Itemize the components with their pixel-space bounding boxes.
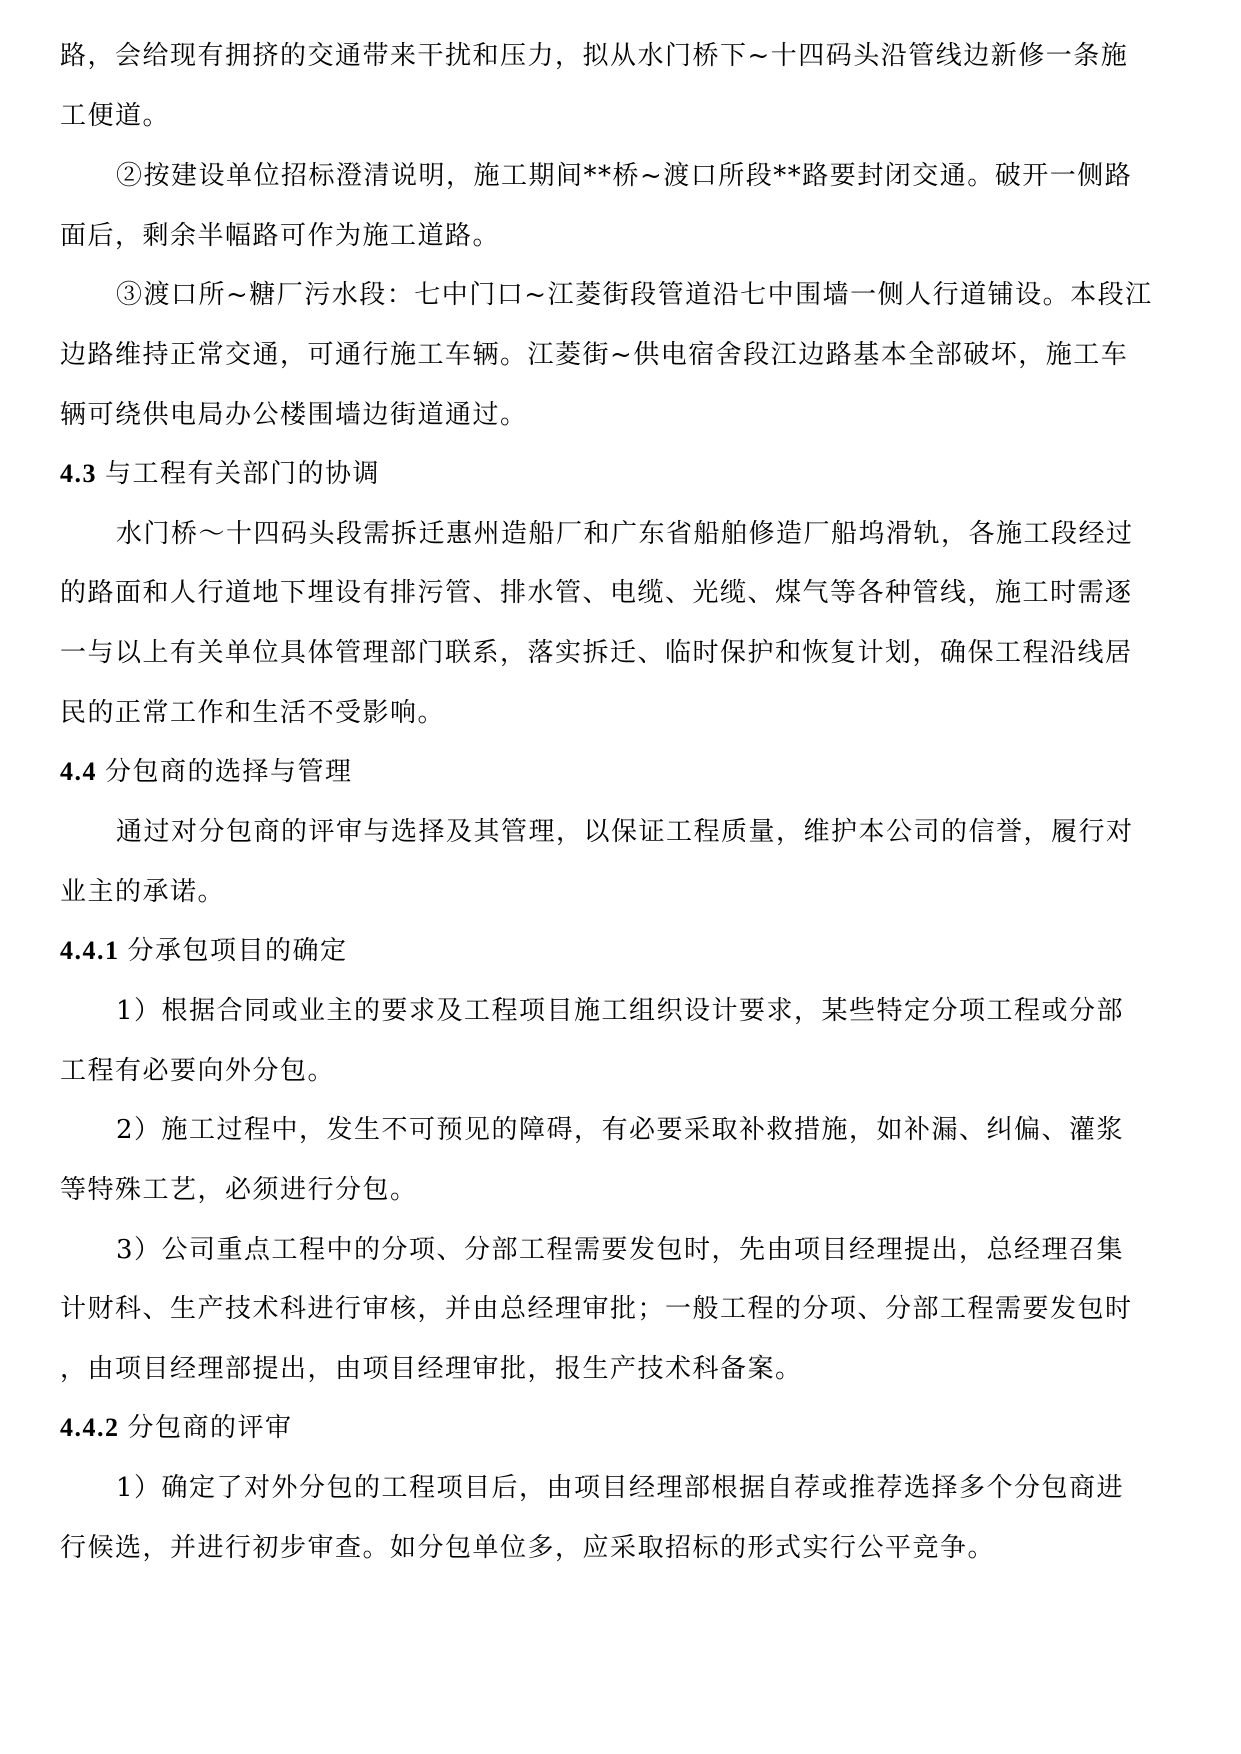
section-title: 分包商的评审	[127, 1413, 293, 1442]
text-line: 2）施工过程中，发生不可预见的障碍，有必要采取补救措施，如补漏、纠偏、灌浆	[116, 1115, 1125, 1145]
text-line: 工便道。	[60, 101, 171, 131]
text-line: 一与以上有关单位具体管理部门联系，落实拆迁、临时保护和恢复计划，确保工程沿线居	[60, 638, 1133, 668]
text-line: 工程有必要向外分包。	[60, 1056, 336, 1086]
text-line: 3）公司重点工程中的分项、分部工程需要发包时，先由项目经理提出，总经理召集	[116, 1235, 1125, 1265]
section-heading	[60, 933, 348, 969]
text-line: 面后，剩余半幅路可作为施工道路。	[60, 221, 501, 251]
text-line: 的路面和人行道地下埋设有排污管、排水管、电缆、光缆、煤气等各种管线，施工时需逐	[60, 578, 1133, 608]
text-line: ③渡口所~糖厂污水段：七中门口~江菱街段管道沿七中围墙一侧人行道铺设。本段江	[116, 280, 1153, 310]
section-title: 与工程有关部门的协调	[105, 459, 381, 488]
section-number: 4.4.1	[60, 936, 120, 965]
section-heading	[60, 456, 380, 492]
section-number: 4.3	[60, 459, 97, 488]
text-line: 通过对分包商的评审与选择及其管理，以保证工程质量，维护本公司的信誉，履行对	[116, 817, 1134, 847]
section-title: 分承包项目的确定	[127, 936, 348, 965]
text-line: 1）根据合同或业主的要求及工程项目施工组织设计要求，某些特定分项工程或分部	[116, 996, 1125, 1026]
text-line: 1）确定了对外分包的工程项目后，由项目经理部根据自荐或推荐选择多个分包商进	[116, 1473, 1125, 1503]
text-line: 业主的承诺。	[60, 877, 226, 907]
text-line: 辆可绕供电局办公楼围墙边街道通过。	[60, 400, 528, 430]
text-line: 水门桥～十四码头段需拆迁惠州造船厂和广东省船舶修造厂船坞滑轨，各施工段经过	[116, 519, 1134, 549]
text-line: 等特殊工艺，必须进行分包。	[60, 1175, 418, 1205]
text-line: 边路维持正常交通，可通行施工车辆。江菱街~供电宿舍段江边路基本全部破坏，施工车	[60, 340, 1129, 370]
text-line: 计财科、生产技术科进行审核，并由总经理审批；一般工程的分项、分部工程需要发包时	[60, 1294, 1133, 1324]
section-heading	[60, 1410, 293, 1446]
text-line: ②按建设单位招标澄清说明，施工期间**桥~渡口所段**路要封闭交通。破开一侧路	[116, 161, 1133, 191]
text-line: 路，会给现有拥挤的交通带来干扰和压力，拟从水门桥下~十四码头沿管线边新修一条施	[60, 41, 1129, 71]
text-line: 民的正常工作和生活不受影响。	[60, 698, 446, 728]
section-title: 分包商的选择与管理	[105, 757, 353, 786]
section-heading	[60, 754, 353, 790]
section-number: 4.4.2	[60, 1413, 120, 1442]
section-number: 4.4	[60, 757, 97, 786]
text-line: ，由项目经理部提出，由项目经理审批，报生产技术科备案。	[60, 1354, 803, 1384]
text-line: 行候选，并进行初步审查。如分包单位多，应采取招标的形式实行公平竞争。	[60, 1533, 996, 1563]
